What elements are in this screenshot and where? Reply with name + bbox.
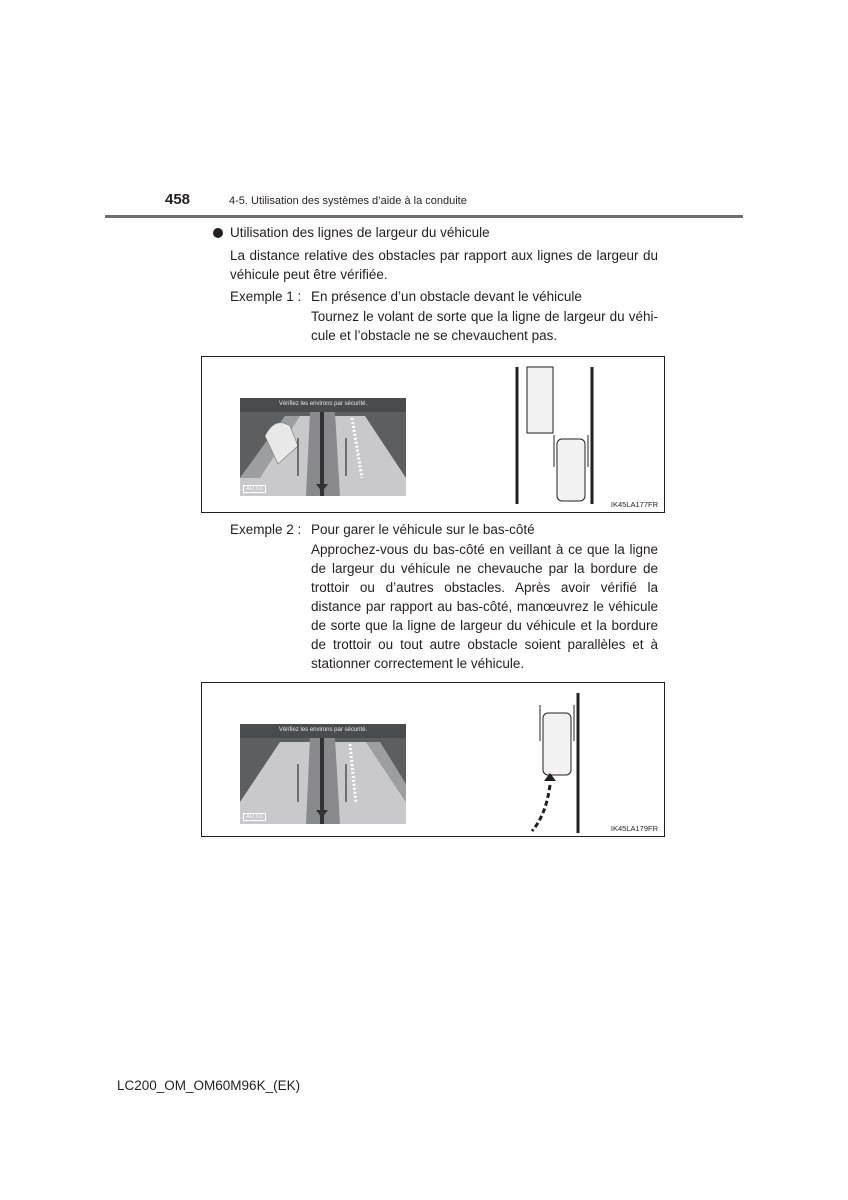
subsection-heading: Utilisation des lignes de largeur du véhicule <box>230 225 490 240</box>
figure-obstacle-ahead <box>201 356 665 513</box>
intro-paragraph: La distance relative des obstacles par rapport aux lignes de largeur du véhicule peut être vérifiée. <box>230 248 658 282</box>
screen-caption: Vérifiez les environs par sécurité. <box>278 727 368 733</box>
auto-logo: AUTO <box>243 813 266 821</box>
example2-text: Approchez-vous du bas-côté en veillant à ce que la ligne de largeur du véhicule ne chevauche par la bordure de trottoir ou d’autres obstacles. Après avoir vérifié la distance par rapport au bas-côté, manœuvrez le véhicule de sorte que la ligne de largeur du véhicule et la bordure de trottoir ou tout autre obstacle soient parallèles et à stationner correctement le véhicule. <box>311 542 658 671</box>
camera-view-illustration <box>240 398 406 496</box>
example2-title: Pour garer le véhicule sur le bas-côté <box>311 522 535 537</box>
auto-logo: AUTO <box>243 485 266 493</box>
bullet-icon <box>213 228 223 238</box>
top-view-illustration <box>502 359 652 509</box>
figure-code: IK45LA179FR <box>610 824 658 833</box>
camera-screen <box>240 398 406 496</box>
document-code: LC200_OM_OM60M96K_(EK) <box>117 1078 301 1093</box>
camera-screen <box>240 724 406 824</box>
camera-view-illustration <box>240 724 406 824</box>
example1-text: Tournez le volant de sorte que la ligne de largeur du véhi-cule et l’obstacle ne se chevauchent pas. <box>311 309 658 343</box>
top-view-illustration <box>502 685 652 835</box>
section-title: 4-5. Utilisation des systèmes d’aide à la conduite <box>229 195 467 207</box>
screen-caption: Vérifiez les environs par sécurité. <box>278 401 368 407</box>
example1-label: Exemple 1 : <box>230 289 302 304</box>
figure-parking-curb <box>201 682 665 837</box>
figure-code: IK45LA177FR <box>610 500 658 509</box>
page-number: 458 <box>165 191 191 208</box>
header-rule <box>105 215 743 218</box>
example2-label: Exemple 2 : <box>230 522 302 537</box>
example1-title: En présence d’un obstacle devant le véhicule <box>311 289 582 304</box>
